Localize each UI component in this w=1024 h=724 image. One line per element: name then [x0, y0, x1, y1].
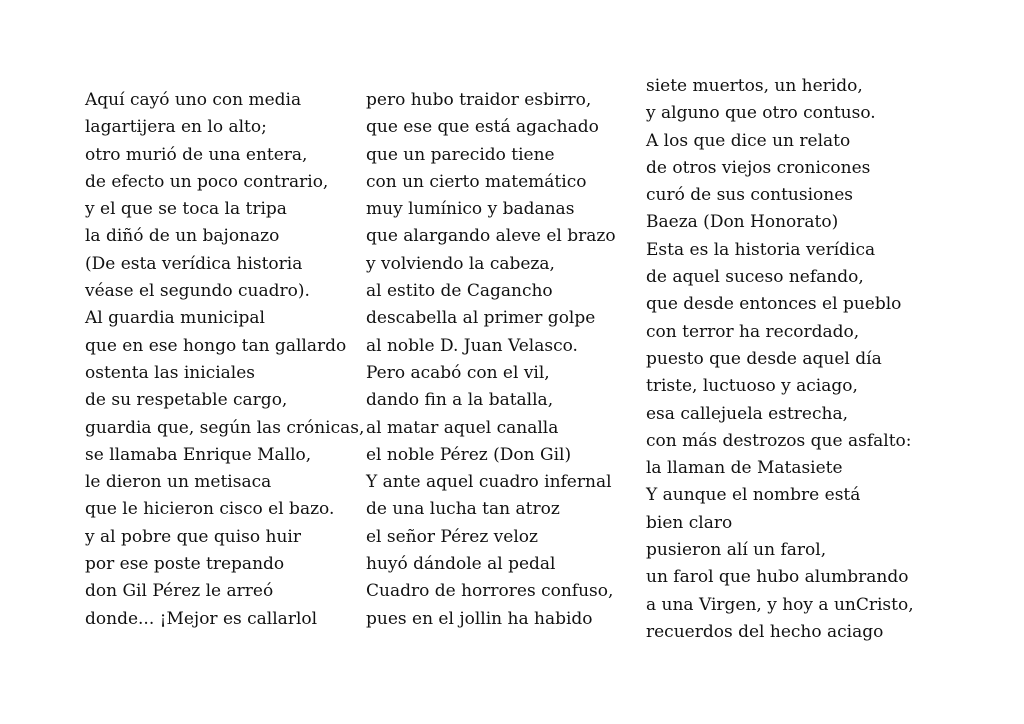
- poem-column-2: [366, 87, 616, 633]
- poem-line: Y ante aquel cuadro infernal: [366, 472, 612, 493]
- poem-line: Esta es la historia verídica: [646, 239, 876, 260]
- poem-line: que alargando aleve el brazo: [366, 226, 616, 247]
- poem-line: dando fin a la batalla,: [366, 390, 554, 411]
- poem-line: huyó dándole al pedal: [366, 554, 556, 575]
- poem-line: Y aunque el nombre está: [646, 485, 861, 506]
- poem-line: por ese poste trepando: [85, 554, 285, 575]
- poem-line: al noble D. Juan Velasco.: [366, 335, 578, 356]
- poem-line: puesto que desde aquel día: [646, 348, 882, 369]
- poem-line: recuerdos del hecho aciago: [646, 621, 884, 642]
- poem-line: que desde entonces el pueblo: [646, 294, 902, 315]
- poem-line: y alguno que otro contuso.: [646, 103, 876, 124]
- poem-line: pero hubo traidor esbirro,: [366, 90, 592, 110]
- poem-line: lagartijera en lo alto;: [85, 117, 267, 138]
- poem-line: (De esta verídica historia: [85, 253, 303, 274]
- poem-line: pues en el jollin ha habido: [366, 608, 593, 629]
- poem-line: ostenta las iniciales: [85, 362, 256, 383]
- poem-line: se llamaba Enrique Mallo,: [85, 444, 312, 465]
- poem-column-3: [646, 73, 914, 646]
- poem-line: pusieron alí un farol,: [646, 540, 827, 561]
- poem-line: don Gil Pérez le arreó: [85, 581, 274, 602]
- poem-line: el señor Pérez veloz: [366, 526, 538, 547]
- poem-line: descabella al primer golpe: [366, 308, 596, 329]
- poem-line: al matar aquel canalla: [366, 417, 559, 438]
- poem-line: de otros viejos cronicones: [646, 157, 871, 178]
- poem-line: el noble Pérez (Don Gil): [366, 444, 572, 465]
- poem-line: de aquel suceso nefando,: [646, 267, 864, 288]
- poem-line: con terror ha recordado,: [646, 321, 860, 342]
- poem-line: guardia que, según las crónicas,: [85, 417, 365, 438]
- poem-line: Cuadro de horrores confuso,: [366, 581, 614, 602]
- poem-line: un farol que hubo alumbrando: [646, 567, 909, 588]
- poem-line: que ese que está agachado: [366, 117, 599, 138]
- poem-line: que en ese hongo tan gallardo: [85, 335, 347, 356]
- poem-line: Al guardia municipal: [85, 308, 265, 329]
- poem-line: A los que dice un relato: [646, 130, 851, 151]
- poem-line: al estito de Cagancho: [366, 281, 553, 302]
- poem-line: y volviendo la cabeza,: [366, 253, 555, 274]
- poem-line: con un cierto matemático: [366, 171, 587, 192]
- poem-line: de una lucha tan atroz: [366, 499, 560, 520]
- poem-line: bien claro: [646, 512, 733, 533]
- poem-line: la diñó de un bajonazo: [85, 226, 280, 247]
- poem-line: véase el segundo cuadro).: [85, 281, 310, 302]
- poem-line: Pero acabó con el vil,: [366, 362, 550, 383]
- poem-line: muy lumínico y badanas: [366, 199, 575, 220]
- poem-line: triste, luctuoso y aciago,: [646, 376, 858, 397]
- poem-line: le dieron un metisaca: [85, 472, 272, 493]
- poem-line: y al pobre que quiso huir: [85, 526, 301, 547]
- poem-line: curó de sus contusiones: [646, 185, 853, 206]
- poem-line: de su respetable cargo,: [85, 390, 288, 411]
- poem-column-1: [85, 87, 364, 633]
- poem-line: Aquí cayó uno con media: [85, 90, 302, 110]
- poem-line: Baeza (Don Honorato): [646, 212, 839, 233]
- poem-line: con más destrozos que asfalto:: [646, 430, 912, 451]
- poem-line: que un parecido tiene: [366, 144, 555, 165]
- poem-line: siete muertos, un herido,: [646, 76, 863, 96]
- poem-line: esa callejuela estrecha,: [646, 403, 848, 424]
- poem-line: que le hicieron cisco el bazo.: [85, 499, 335, 520]
- poem-line: donde... ¡Mejor es callarlol: [85, 608, 318, 629]
- poem-line: de efecto un poco contrario,: [85, 171, 329, 192]
- poem-line: y el que se toca la tripa: [85, 199, 287, 220]
- poem-line: otro murió de una entera,: [85, 144, 308, 165]
- poem-line: a una Virgen, y hoy a unCristo,: [646, 594, 914, 615]
- poem-line: la llaman de Matasiete: [646, 458, 843, 479]
